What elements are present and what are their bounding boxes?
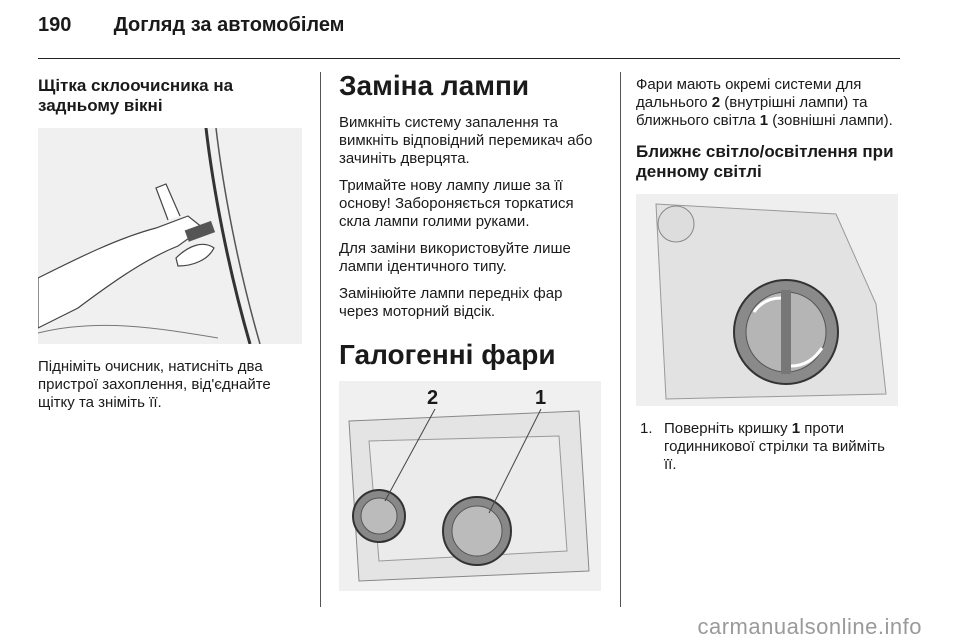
halogen-illustration <box>339 381 601 591</box>
paragraph-engine-bay: Замініюйте лампи передніх фар через моторний відсік. <box>339 285 563 320</box>
wiper-illustration <box>38 128 302 344</box>
page-title: Догляд за автомобілем <box>113 14 345 36</box>
paragraph-identical: Для заміни використовуйте лише лампи ідентичного типу. <box>339 240 571 275</box>
column-3 <box>636 66 900 474</box>
page-number: 190 <box>38 14 72 36</box>
callout-1: 1 <box>535 387 547 409</box>
wiper-caption: Підніміть очисник, натисніть два пристрої захоплення, від'єднайте щітку та зніміть її. <box>38 358 271 411</box>
column-divider-1 <box>320 72 321 607</box>
wiper-heading: Щітка склоочисника на задньому вікні <box>38 76 234 115</box>
paragraph-handling: Тримайте нову лампу лише за її основу! Забороняється торкатися скла лампи голими руками. <box>339 177 574 230</box>
low-beam-heading: Ближнє світло/освітлення при денному світлі <box>636 142 894 181</box>
low-beam-illustration <box>636 194 898 406</box>
wiper-drawing <box>38 128 302 344</box>
paragraph-ignition: Вимкніть систему запалення та вимкніть відповідний перемикач або зачиніть дверцята. <box>339 114 593 167</box>
column-1 <box>38 66 310 421</box>
list-item: 1. Поверніть кришку 1 проти годинникової стрілки та вийміть її. <box>640 420 885 473</box>
halogen-heading: Галогенні фари <box>339 339 556 370</box>
header-rule <box>38 58 900 59</box>
steps-list <box>636 420 900 474</box>
column-divider-2 <box>620 72 621 607</box>
page-header <box>38 14 344 37</box>
low-beam-drawing <box>636 194 898 406</box>
column-2 <box>339 66 601 591</box>
halogen-drawing <box>339 381 601 591</box>
watermark: carmanualsonline.info <box>697 614 922 639</box>
bulb-replacement-heading: Заміна лампи <box>339 70 530 101</box>
callout-2: 2 <box>427 387 439 409</box>
headlamp-intro: Фари мають окремі системи для дальнього 2 (внутрішні лампи) та ближнього світла 1 (зовнішні лампи). <box>636 76 893 129</box>
